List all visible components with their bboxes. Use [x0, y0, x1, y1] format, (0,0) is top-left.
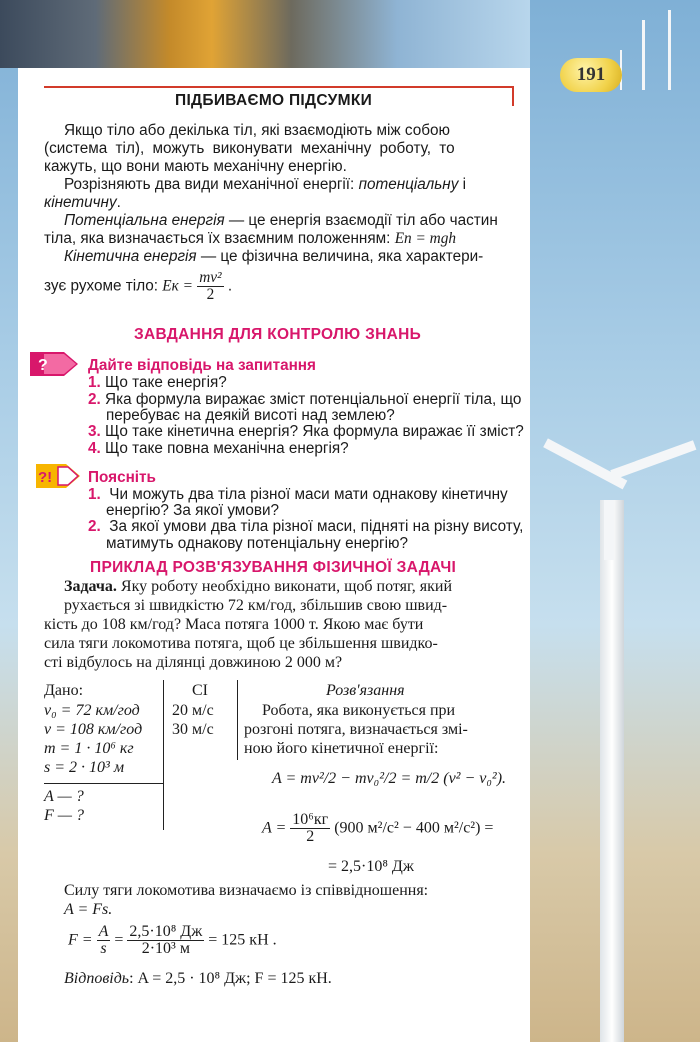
question-2-cont: перебуває на деякій висоті над землею?	[106, 407, 395, 424]
header-rule-end	[512, 86, 514, 106]
task-line-4: сила тяги локомотива потяга, щоб це збільшення швидко-	[44, 635, 438, 652]
solution-line-2: розгоні потяга, визначається змі-	[244, 721, 468, 738]
header-photo	[0, 0, 530, 68]
si-divider	[237, 680, 238, 760]
answer-line: Відповідь: A = 2,5 · 10⁸ Дж; F = 125 кН.	[64, 970, 332, 987]
summary-line-7: тіла, яка визначається їх взаємним положенням: Eп = mgh	[44, 230, 456, 247]
force-value-fraction: $\frac{\text{2,5·10⁸ Дж}}{\text{2·10³ м}}$	[129, 923, 203, 957]
work-equation: A = mv²/2 − mv₀²/2 = m/2 (v² − v₀²).	[272, 770, 507, 787]
summary-line-1: Якщо тіло або декілька тіл, які взаємодіють між собою	[64, 122, 450, 139]
find-divider	[44, 783, 164, 784]
svg-text:?: ?	[38, 357, 48, 374]
page-number: 191	[560, 58, 622, 92]
summary-line-2: (система тіл), можуть виконувати механічну роботу, то	[44, 140, 455, 157]
control-title: ЗАВДАННЯ ДЛЯ КОНТРОЛЮ ЗНАНЬ	[134, 326, 422, 343]
solution-label: Розв'язання	[326, 682, 405, 699]
example-title: ПРИКЛАД РОЗВ'ЯЗУВАННЯ ФІЗИЧНОЇ ЗАДАЧІ	[90, 559, 457, 576]
summary-line-5: кінетичну.	[44, 194, 121, 211]
questions-heading: Дайте відповідь на запитання	[88, 357, 316, 374]
question-4: 4. Що таке повна механічна енергія?	[88, 440, 349, 457]
svg-text:?!: ?!	[38, 469, 53, 486]
explain-1: 1. Чи можуть два тіла різної маси мати однакову кінетичну	[88, 486, 508, 503]
task-line-1: Задача. Яку роботу необхідно виконати, щоб потяг, який	[64, 578, 453, 595]
force-relation: A = Fs.	[64, 901, 113, 918]
given-m: m = 1 · 10⁶ кг	[44, 740, 134, 757]
summary-line-6: Потенціальна енергія — це енергія взаємодії тіл або частин	[64, 212, 498, 229]
solution-line-1: Робота, яка виконується при	[262, 702, 456, 719]
given-s: s = 2 · 10³ м	[44, 759, 125, 776]
summary-title: ПІДБИВАЄМО ПІДСУМКИ	[175, 92, 373, 109]
kinetic-formula-lhs: Eк =	[162, 277, 193, 295]
task-line-5: сті відбулось на ділянці довжиною 2 000 м?	[44, 654, 343, 671]
given-divider	[163, 680, 164, 830]
task-line-3: кість до 108 км/год? Маса потяга 1000 т. Якою має бути	[44, 616, 424, 633]
question-1: 1. Що таке енергія?	[88, 374, 227, 391]
given-v: v = 108 км/год	[44, 721, 143, 738]
find-a: A — ?	[44, 788, 84, 805]
question-icon	[30, 352, 78, 376]
work-result: = 2,5·10⁸ Дж	[328, 858, 414, 875]
explain-2: 2. За якої умови два тіла різної маси, підняті на різну висоту,	[88, 518, 524, 535]
summary-line-9: зує рухоме тіло: Eк = $\frac{\text{mv²}}{2}$ .	[44, 269, 233, 303]
explain-heading: Поясніть	[88, 469, 156, 486]
force-equation: F = $\frac{A}{s}$ = $\frac{\text{2,5·10⁸ Дж}}{\text{2·10³ м}}$ = 125 кН .	[68, 923, 277, 957]
kinetic-energy-fraction: $\frac{\text{mv²}}{2}$	[199, 269, 222, 303]
find-f: F — ?	[44, 807, 84, 824]
header-rule	[44, 86, 514, 88]
a-over-s-fraction: $\frac{A}{s}$	[98, 923, 109, 957]
si-label: СІ	[192, 682, 208, 699]
question-2: 2. Яка формула виражає зміст потенціальної енергії тіла, що	[88, 391, 522, 408]
question-3: 3. Що таке кінетична енергія? Яка формула виражає її зміст?	[88, 423, 524, 440]
solution-line-3: ною його кінетичної енергії:	[244, 740, 439, 757]
explain-icon	[36, 464, 84, 488]
summary-line-4: Розрізняють два види механічної енергії: потенціальну і	[64, 176, 467, 193]
work-numeric-equation: A = $\frac{\text{10⁶кг}}{2}$ (900 м²/с² − 400 м²/с²) =	[262, 811, 494, 845]
task-line-2: рухається зі швидкістю 72 км/год, збільшив свою швид-	[64, 597, 448, 614]
si-v0: 20 м/с	[172, 702, 214, 719]
si-v: 30 м/с	[172, 721, 214, 738]
mass-fraction: $\frac{\text{10⁶кг}}{2}$	[292, 811, 329, 845]
summary-line-8: Кінетична енергія — це фізична величина, яка характери-	[64, 248, 484, 265]
explain-2-cont: матимуть однакову потенціальну енергію?	[106, 535, 408, 552]
explain-1-cont: енергію? За якої умови?	[106, 502, 280, 519]
potential-energy-formula: Eп = mgh	[394, 230, 456, 247]
summary-line-3: кажуть, що вони мають механічну енергію.	[44, 158, 347, 175]
given-label: Дано:	[44, 682, 84, 699]
given-v0: v₀ = 72 км/год	[44, 702, 140, 719]
force-line: Силу тяги локомотива визначаємо із співвідношення:	[64, 882, 429, 899]
